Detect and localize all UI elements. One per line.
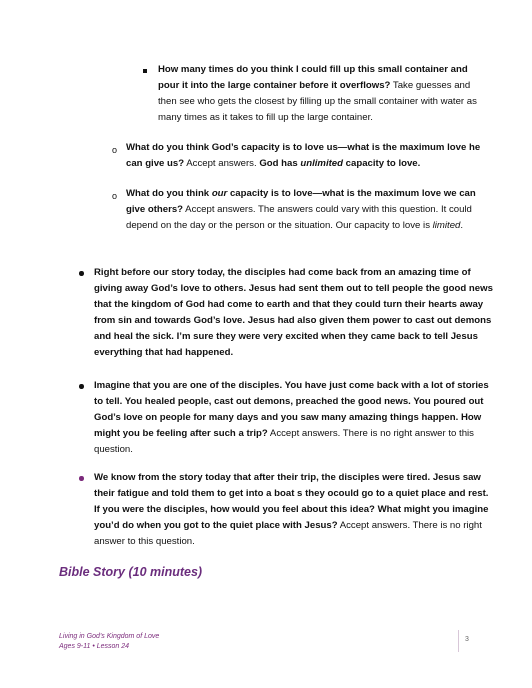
question-bold-text: What do you think — [126, 188, 212, 199]
instruction-text: Accept answers. There is no right answer to this question. — [94, 428, 474, 455]
circle-bullet-icon: o — [112, 145, 118, 155]
question-bold-text: How many times do you think I could fill up this small container and pour it into the large container before it overflows? — [158, 64, 468, 91]
level1-bullet-item — [94, 265, 494, 361]
question-bold-text: What do you think God’s capacity is to love us—what is the maximum love he can give us? — [126, 142, 481, 169]
level2-bullet-item — [126, 140, 486, 172]
instruction-text: Take guesses and then see who gets the closest by filling up the small container with water as many times as it takes to fill up the large container. — [158, 80, 477, 123]
level1-bullet-item — [94, 470, 494, 550]
bullet-dot-icon — [79, 476, 84, 481]
paragraph-bold-text: Right before our story today, the disciples had come back from an amazing time of giving away God’s love to others. Jesus had sent them out to tell people the good news that the kingdom of God had come to earth and that they could turn their hearts away from sin and towards God’s love. Jesus had also given them power to cast out demons and heal the sick. I’m sure they were very excited when they came back to tell Jesus everything that had happened. — [94, 267, 493, 358]
question-bold-text: capacity is to love—what is the maximum love we can give others? — [126, 188, 476, 215]
bullet-dot-icon — [79, 271, 84, 276]
footer-title: Living in God’s Kingdom of Love — [59, 633, 160, 640]
bullet-dot-icon — [79, 384, 84, 389]
square-bullet-icon — [143, 69, 147, 73]
page-number: 3 — [465, 636, 469, 643]
answer-bold-text: God has — [259, 158, 301, 169]
footer-subtitle: Ages 9-11 • Lesson 24 — [59, 643, 130, 650]
footer-divider — [458, 630, 459, 652]
emphasis-text: limited — [432, 220, 461, 231]
level2-bullet-item — [126, 186, 486, 234]
instruction-text: Accept answers. The answers could vary with this question. It could depend on the day or the person or the situation. Our capacity to love is — [126, 204, 472, 231]
instruction-text: Accept answers. — [184, 158, 260, 169]
answer-bold-text: capacity to love. — [343, 158, 421, 169]
instruction-text: . — [460, 220, 464, 231]
paragraph-bold-text: Imagine that you are one of the disciples. You have just come back with a lot of stories to tell. You healed people, cast out demons, preached the good news. You poured out God’s love on people for many days and you saw many amazing things happen. How might you be feeling after such a trip? — [94, 380, 489, 439]
paragraph-bold-text: We know from the story today that after their trip, the disciples were tired. Jesus saw their fatigue and told them to get into a boat s they ocould go to a quiet place and rest. If you were the disciples, how would you feel about this idea? What might you imagine you’d do when you got to the quiet place with Jesus? — [94, 472, 489, 531]
section-heading: Bible Story (10 minutes) — [59, 565, 203, 579]
emphasis-text: unlimited — [300, 158, 343, 169]
instruction-text: Accept answers. There is no right answer to this question. — [94, 520, 482, 547]
emphasis-text: our — [211, 188, 228, 199]
level3-bullet-item — [158, 62, 488, 126]
level1-bullet-item — [94, 378, 494, 458]
circle-bullet-icon: o — [112, 191, 118, 201]
